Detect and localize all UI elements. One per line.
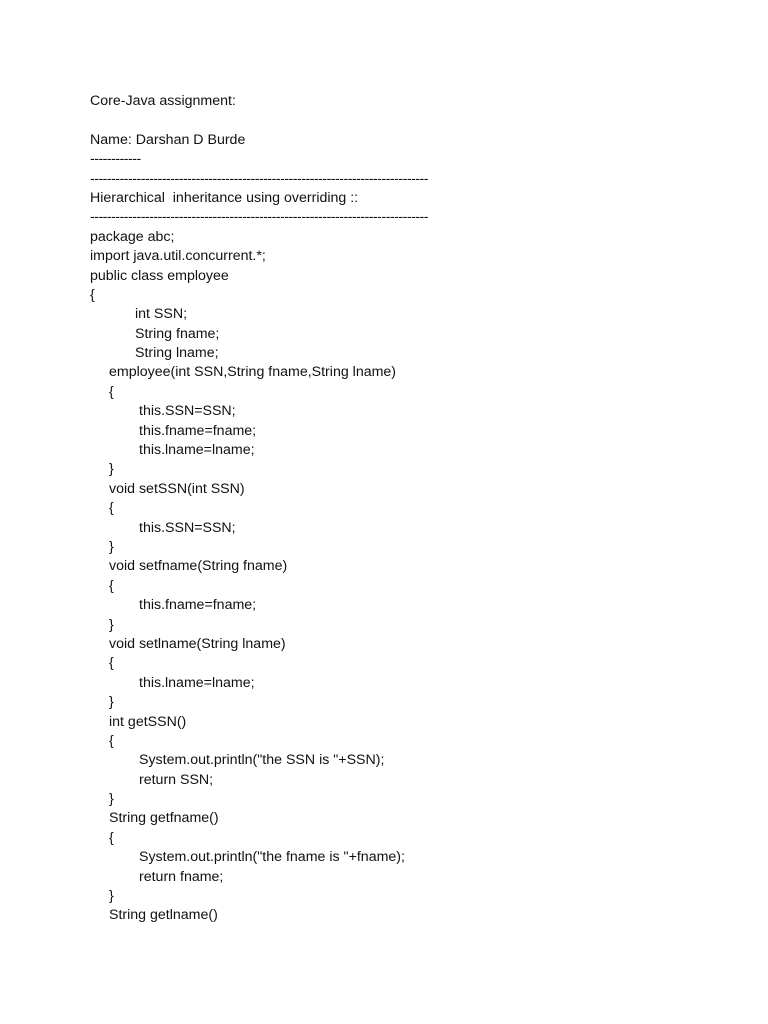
- short-rule: ------------: [90, 151, 141, 168]
- code-line: import java.util.concurrent.*;: [90, 248, 266, 265]
- code-line: {: [109, 383, 114, 400]
- code-line: return fname;: [139, 868, 224, 885]
- long-rule-top: --------------------------------------------------------------------------------: [90, 170, 428, 187]
- blank-line: [90, 111, 690, 130]
- author-name: Name: Darshan D Burde: [90, 131, 246, 148]
- assignment-title: Core-Java assignment:: [90, 93, 236, 109]
- long-rule-bottom: --------------------------------------------------------------------------------: [90, 209, 428, 226]
- code-line: {: [109, 500, 114, 517]
- code-line: this.SSN=SSN;: [139, 519, 236, 536]
- code-line: String fname;: [135, 325, 220, 342]
- code-line: int getSSN(): [109, 713, 187, 730]
- code-line: String getlname(): [109, 907, 218, 924]
- section-heading: Hierarchical inheritance using overriding ::: [90, 189, 359, 206]
- code-line: String lname;: [135, 345, 219, 362]
- code-line: {: [90, 286, 95, 303]
- code-line: this.fname=fname;: [139, 597, 257, 614]
- code-line: return SSN;: [139, 771, 214, 788]
- code-line: {: [109, 577, 114, 594]
- code-line: employee(int SSN,String fname,String lname): [109, 364, 397, 381]
- document-body: [90, 92, 690, 926]
- code-line: void setfname(String fname): [109, 558, 288, 575]
- code-line: }: [109, 791, 114, 808]
- code-line: this.fname=fname;: [139, 422, 257, 439]
- code-line: this.lname=lname;: [139, 442, 255, 459]
- code-line: {: [109, 829, 114, 846]
- code-line: this.SSN=SSN;: [139, 403, 236, 420]
- code-line: void setSSN(int SSN): [109, 480, 245, 497]
- code-line: this.lname=lname;: [139, 674, 255, 691]
- code-line: void setlname(String lname): [109, 635, 286, 652]
- code-line: int SSN;: [135, 306, 188, 323]
- code-line: String getfname(): [109, 810, 219, 827]
- code-line: public class employee: [90, 267, 229, 284]
- code-line: {: [109, 655, 114, 672]
- code-line: {: [109, 732, 114, 749]
- code-line: System.out.println("the SSN is "+SSN);: [139, 752, 385, 769]
- code-line: }: [109, 616, 114, 633]
- code-line: }: [109, 538, 114, 555]
- code-line: }: [109, 461, 114, 478]
- code-line: package abc;: [90, 228, 175, 245]
- code-line: System.out.println("the fname is "+fname);: [139, 849, 405, 866]
- code-line: }: [109, 694, 114, 711]
- code-line: }: [109, 888, 114, 905]
